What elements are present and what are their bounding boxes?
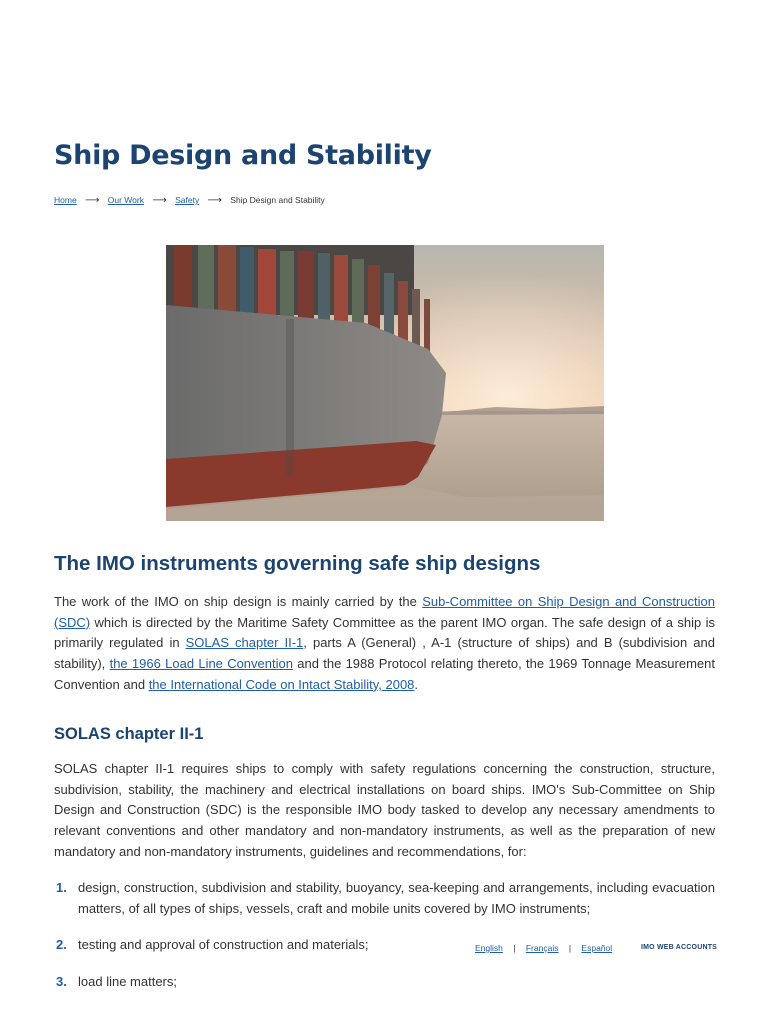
list-item (54, 972, 715, 993)
language-switcher (475, 943, 612, 953)
paragraph-text: which is directed by the Maritime Safety Committee as the parent IMO organ. The safe design of a ship is primarily regulated in (54, 614, 715, 651)
breadcrumb-link-safety[interactable]: Safety (175, 195, 200, 205)
link-sdc[interactable]: Sub-Committee on Ship Design and Construction (SDC) (54, 594, 715, 630)
list-number: 1. (56, 880, 67, 895)
list-number: 2. (56, 937, 67, 953)
regulation-list (54, 878, 718, 1009)
list-item (54, 935, 718, 956)
intro-paragraph (54, 592, 715, 696)
breadcrumb-arrow-icon: ⟶ (207, 195, 222, 206)
breadcrumb-arrow-icon: ⟶ (152, 195, 167, 206)
breadcrumb-link-home[interactable]: Home (54, 195, 77, 205)
paragraph-text: and the 1988 Protocol relating thereto, the 1969 Tonnage Measurement Convention and (54, 656, 715, 692)
breadcrumb-link-our-work[interactable]: Our Work (107, 195, 144, 205)
language-link-english[interactable]: English (475, 943, 503, 953)
language-link-espanol[interactable]: Español (581, 943, 613, 953)
list-item-text: testing and approval of construction and materials; (78, 937, 369, 953)
section-heading: The IMO instruments governing safe ship designs (54, 552, 541, 575)
link-load-line-convention[interactable]: the 1966 Load Line Convention (109, 656, 293, 672)
language-separator: | (568, 943, 572, 953)
breadcrumb-arrow-icon: ⟶ (85, 195, 100, 206)
paragraph-text: . (414, 676, 419, 692)
breadcrumb (54, 195, 325, 206)
hero-image (166, 245, 604, 521)
link-solas-chapter[interactable]: SOLAS chapter II-1 (185, 635, 304, 651)
language-link-francais[interactable]: Français (525, 943, 559, 953)
page-title: Ship Design and Stability (54, 140, 432, 171)
list-item-text: design, construction, subdivision and stability, buoyancy, sea-keeping and arrangements, including evacuation matters, of all types of ships, vessels, craft and mobile units covered by IMO instruments; (78, 880, 715, 916)
breadcrumb-current: Ship Design and Stability (230, 195, 325, 205)
list-number: 3. (56, 974, 67, 990)
imo-web-accounts-link[interactable]: IMO WEB ACCOUNTS (641, 944, 718, 951)
language-separator: | (513, 943, 516, 953)
list-item (54, 878, 715, 919)
paragraph-text: , parts A (General) , A-1 (structure of ships) and B (subdivision and stability), (54, 635, 715, 672)
solas-paragraph: SOLAS chapter II-1 requires ships to comply with safety regulations concerning the construction, structure, subdivision, stability, the machinery and electrical installations on board ships. IMO's Sub-Committee on Ship Design and Construction (SDC) is the responsible IMO body tasked to develop any necessary amendments to relevant conventions and other mandatory and non-mandatory instruments, as well as the preparation of new mandatory and non-mandatory instruments, guidelines and recommendations, for: (54, 761, 715, 859)
paragraph-text: The work of the IMO on ship design is mainly carried by the (54, 594, 423, 609)
container-ship-image (166, 245, 604, 521)
solas-heading: SOLAS chapter II-1 (54, 725, 204, 743)
list-item-text: load line matters; (78, 974, 177, 990)
link-intact-stability-code[interactable]: the International Code on Intact Stability, 2008 (148, 676, 415, 692)
